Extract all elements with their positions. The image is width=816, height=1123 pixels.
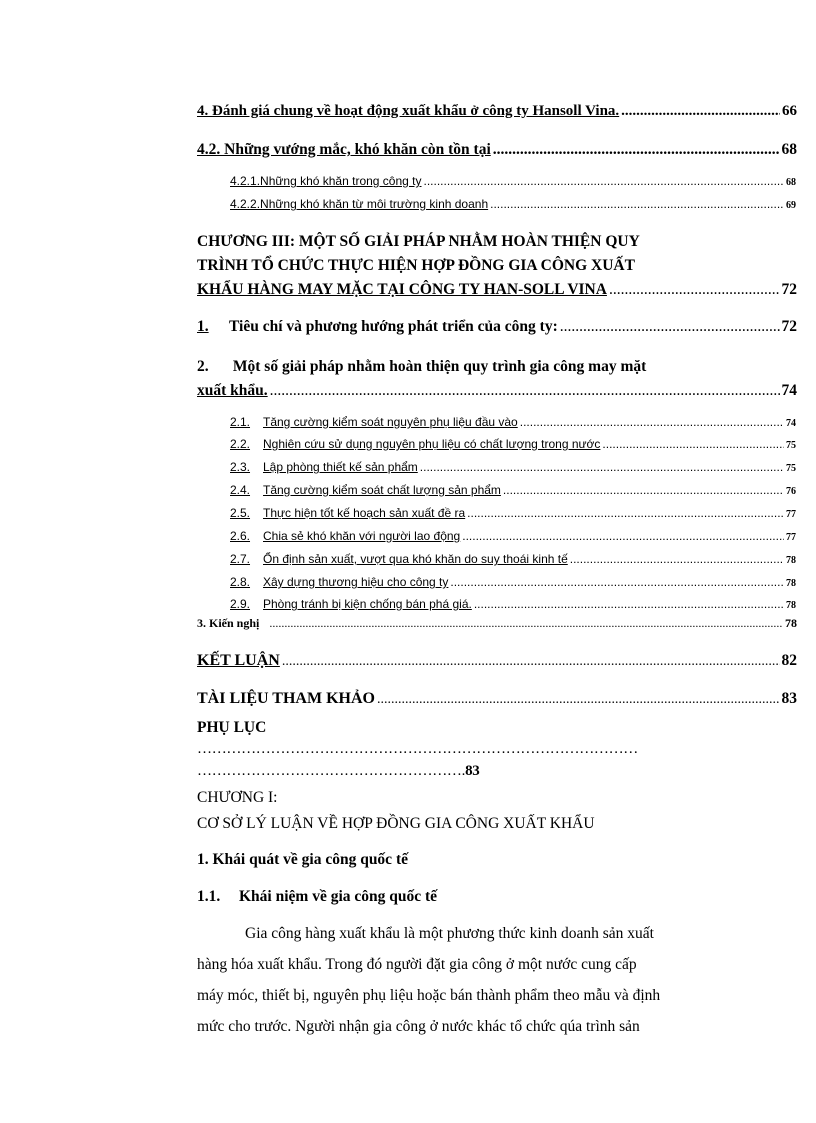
toc-entry-text: 4. Đánh giá chung về hoạt động xuất khẩu ở công ty Hansoll Vina. xyxy=(197,103,620,119)
paragraph-line-3: máy móc, thiết bị, nguyên phụ liệu hoặc bán thành phẩm theo mẫu và định xyxy=(197,987,661,1004)
toc-entry-4-2-2[interactable] xyxy=(230,197,796,211)
toc-entry-2-4[interactable] xyxy=(230,483,796,497)
toc-page-number: 77 xyxy=(786,532,796,543)
toc-leader xyxy=(462,529,784,543)
paragraph-line-2: hàng hóa xuất khẩu. Trong đó người đặt gia công ở một nước cung cấp xyxy=(197,956,637,973)
toc-entry-text: Nghiên cứu sử dụng nguyên phụ liệu có chất lượng trong nước xyxy=(263,437,601,451)
appendix-leader: ………………………………………………. xyxy=(197,763,466,779)
toc-entry-4[interactable] xyxy=(197,103,797,120)
paragraph-line-1: Gia công hàng xuất khẩu là một phương thức kinh doanh sản xuất xyxy=(245,925,654,942)
toc-entry-num: 2.7. xyxy=(230,552,251,566)
toc-entry-text: 4.2.1.Những khó khăn trong công ty xyxy=(230,174,422,188)
toc-chapter3-text-2: TRÌNH TỔ CHỨC THỰC HIỆN HỢP ĐỒNG GIA CÔNG XUẤT xyxy=(197,257,635,274)
toc-page-number: 82 xyxy=(781,652,797,669)
section-1-1-heading xyxy=(197,888,437,906)
toc-page-number: 77 xyxy=(786,509,796,520)
toc-entry-2-2[interactable] xyxy=(230,437,796,451)
toc-entry-3[interactable] xyxy=(197,616,797,631)
toc-chapter3-line2[interactable] xyxy=(197,257,635,275)
appendix-dots-line1: ……………………………………………………………………………… xyxy=(197,741,639,757)
toc-leader xyxy=(621,103,780,120)
toc-entry-text: TÀI LIỆU THAM KHẢO xyxy=(197,690,375,707)
toc-leader xyxy=(570,552,784,566)
toc-entry-text: KẾT LUẬN xyxy=(197,652,280,669)
paragraph-line-4: mức cho trước. Người nhận gia công ở nước khác tổ chức qúa trình sản xyxy=(197,1018,640,1035)
toc-leader xyxy=(270,382,780,400)
toc-entry-text: KHẨU HÀNG MAY MẶC TẠI CÔNG TY HAN-SOLL VINA xyxy=(197,281,607,298)
toc-entry-text: Tăng cường kiểm soát chất lượng sản phẩm xyxy=(263,483,501,497)
chapter1-title: CƠ SỞ LÝ LUẬN VỀ HỢP ĐỒNG GIA CÔNG XUẤT KHẨU xyxy=(197,815,595,832)
toc-entry-text: 3. Kiến nghị xyxy=(197,616,260,630)
toc-entry-2-6[interactable] xyxy=(230,529,796,543)
toc-page-number: 75 xyxy=(786,463,796,474)
toc-entry-text: Lập phòng thiết kế sản phẩm xyxy=(263,460,418,474)
section-1-1-number: 1.1. xyxy=(197,888,221,905)
toc-page-number: 72 xyxy=(781,318,797,335)
toc-leader xyxy=(467,506,784,520)
toc-page-number: 74 xyxy=(786,418,796,429)
toc-entry-text: 4.2. Những vướng mắc, khó khăn còn tồn tại xyxy=(197,141,491,158)
toc-page-number: 76 xyxy=(786,486,796,497)
toc-entry-text: Xây dựng thương hiệu cho công ty xyxy=(263,575,449,589)
toc-chapter3-line1[interactable] xyxy=(197,233,640,251)
toc-page-number: 68 xyxy=(781,141,797,158)
toc-leader xyxy=(474,597,784,611)
toc-page-number: 78 xyxy=(786,578,796,589)
toc-entry-num: 2.9. xyxy=(230,597,251,611)
toc-chapter3-line3[interactable] xyxy=(197,281,797,299)
toc-entry-num: 2.5. xyxy=(230,506,251,520)
toc-entry-text: Ổn định sản xuất, vượt qua khó khăn do suy thoái kinh tế xyxy=(263,552,568,566)
toc-leader xyxy=(282,654,780,670)
toc-entry-text: Phòng tránh bị kiện chống bán phá giá. xyxy=(263,597,472,611)
toc-entry-references[interactable] xyxy=(197,690,797,708)
toc-page-number: 83 xyxy=(781,690,797,707)
toc-entry-num: 2.6. xyxy=(230,529,251,543)
toc-entry-4-2[interactable] xyxy=(197,141,797,159)
toc-entry-2-line1[interactable] xyxy=(197,358,646,376)
toc-leader xyxy=(520,415,784,429)
toc-entry-1[interactable] xyxy=(197,318,797,336)
toc-page-number: 74 xyxy=(781,382,797,399)
toc-entry-text: Chia sẻ khó khăn với người lao động xyxy=(263,529,461,543)
toc-entry-2-line2[interactable] xyxy=(197,382,797,400)
section-1-1-title: Khái niệm về gia công quốc tế xyxy=(239,888,438,905)
toc-entry-2-9[interactable] xyxy=(230,597,796,611)
toc-chapter3-text-1: CHƯƠNG III: MỘT SỐ GIẢI PHÁP NHẰM HOÀN THIỆN QUY xyxy=(197,233,640,250)
toc-leader xyxy=(377,692,780,708)
toc-entry-4-2-1[interactable] xyxy=(230,174,796,188)
appendix-title[interactable]: PHỤ LỤC xyxy=(197,719,267,736)
toc-entry-num: 2.4. xyxy=(230,483,251,497)
chapter1-label: CHƯƠNG I: xyxy=(197,789,278,806)
toc-page-number: 68 xyxy=(786,177,796,188)
toc-entry-num: 2.3. xyxy=(230,460,251,474)
toc-leader xyxy=(450,575,784,589)
toc-leader xyxy=(560,318,780,336)
toc-entry-text: Một số giải pháp nhằm hoàn thiện quy trình gia công may mặt xyxy=(232,358,647,375)
toc-page-number: 78 xyxy=(785,616,797,630)
toc-entry-num: 2.2. xyxy=(230,437,251,451)
toc-entry-num: 2.8. xyxy=(230,575,251,589)
toc-leader xyxy=(269,616,783,631)
toc-entry-num: 2. xyxy=(197,358,209,375)
toc-entry-2-1[interactable] xyxy=(230,415,796,429)
toc-leader xyxy=(602,437,784,451)
toc-leader xyxy=(424,174,785,188)
appendix-dots-line2[interactable] xyxy=(197,763,479,780)
toc-entry-text: 4.2.2.Những khó khăn từ môi trường kinh doanh xyxy=(230,197,489,211)
toc-entry-2-3[interactable] xyxy=(230,460,796,474)
toc-entry-text: Tiêu chí và phương hướng phát triển của công ty: xyxy=(229,318,558,335)
toc-page-number: 72 xyxy=(781,281,797,298)
toc-leader xyxy=(490,197,784,211)
toc-entry-num: 2.1. xyxy=(230,415,251,429)
toc-leader xyxy=(493,141,780,159)
toc-entry-text: Tăng cường kiểm soát nguyên phụ liệu đầu vào xyxy=(263,415,518,429)
toc-entry-text: Thực hiện tốt kế hoạch sản xuất đề ra xyxy=(263,506,466,520)
toc-page-number: 69 xyxy=(786,200,796,211)
toc-entry-text: xuất khẩu. xyxy=(197,382,268,399)
toc-leader xyxy=(420,460,784,474)
toc-leader xyxy=(503,483,784,497)
toc-page-number: 66 xyxy=(782,103,797,119)
toc-entry-2-5[interactable] xyxy=(230,506,796,520)
toc-page-number: 78 xyxy=(786,555,796,566)
toc-entry-2-8[interactable] xyxy=(230,575,796,589)
section-1-heading: 1. Khái quát về gia công quốc tế xyxy=(197,851,408,868)
toc-page-number: 75 xyxy=(786,440,796,451)
toc-leader xyxy=(609,281,780,299)
toc-entry-2-7[interactable] xyxy=(230,552,796,566)
appendix-page-number: 83 xyxy=(465,763,480,779)
toc-page-number: 78 xyxy=(786,600,796,611)
toc-entry-conclusion[interactable] xyxy=(197,652,797,670)
toc-entry-num: 1. xyxy=(197,318,209,335)
